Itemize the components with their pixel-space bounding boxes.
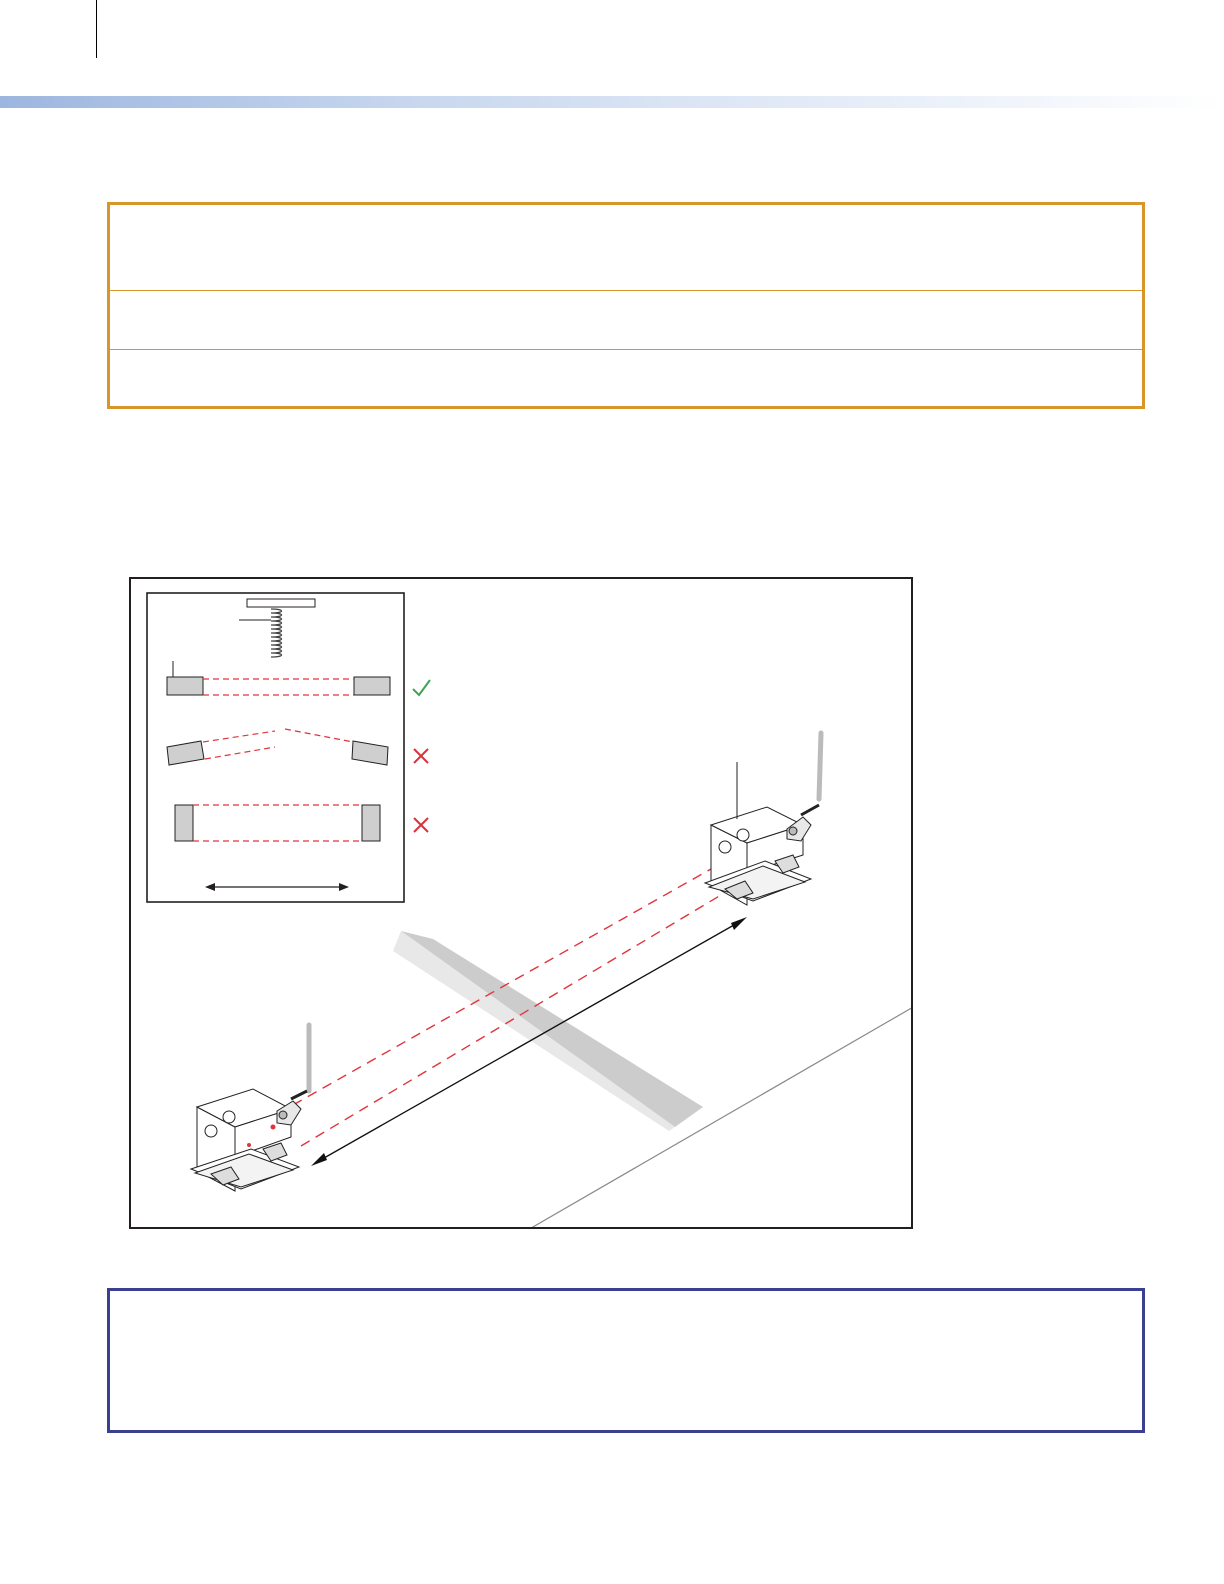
installation-diagram <box>131 579 913 1229</box>
caution-box <box>107 202 1145 409</box>
caution-row <box>110 205 1142 291</box>
cross-icon <box>414 818 428 832</box>
inset-sensor-right <box>354 677 390 695</box>
cross-icon <box>414 749 428 763</box>
ceiling-plate <box>247 599 315 607</box>
caution-row <box>110 350 1142 406</box>
crop-mark-line <box>96 0 97 58</box>
inset-sensor-left <box>167 677 203 695</box>
inset-sensor-vertical-right <box>362 805 380 841</box>
note-box <box>107 1288 1145 1433</box>
inset-sensor-vertical-left <box>175 805 193 841</box>
arrowhead-right <box>731 917 747 930</box>
right-sensor-bracket <box>705 733 821 905</box>
header-gradient-band <box>0 96 1224 108</box>
left-sensor-bracket <box>191 1023 311 1191</box>
installation-figure <box>129 577 913 1229</box>
beam-upper <box>293 869 711 1105</box>
caution-row <box>110 291 1142 350</box>
check-icon <box>413 680 430 695</box>
distance-arrow-line <box>317 921 741 1162</box>
arrowhead-left <box>311 1153 327 1166</box>
obstruction-band-fade <box>393 931 675 1131</box>
